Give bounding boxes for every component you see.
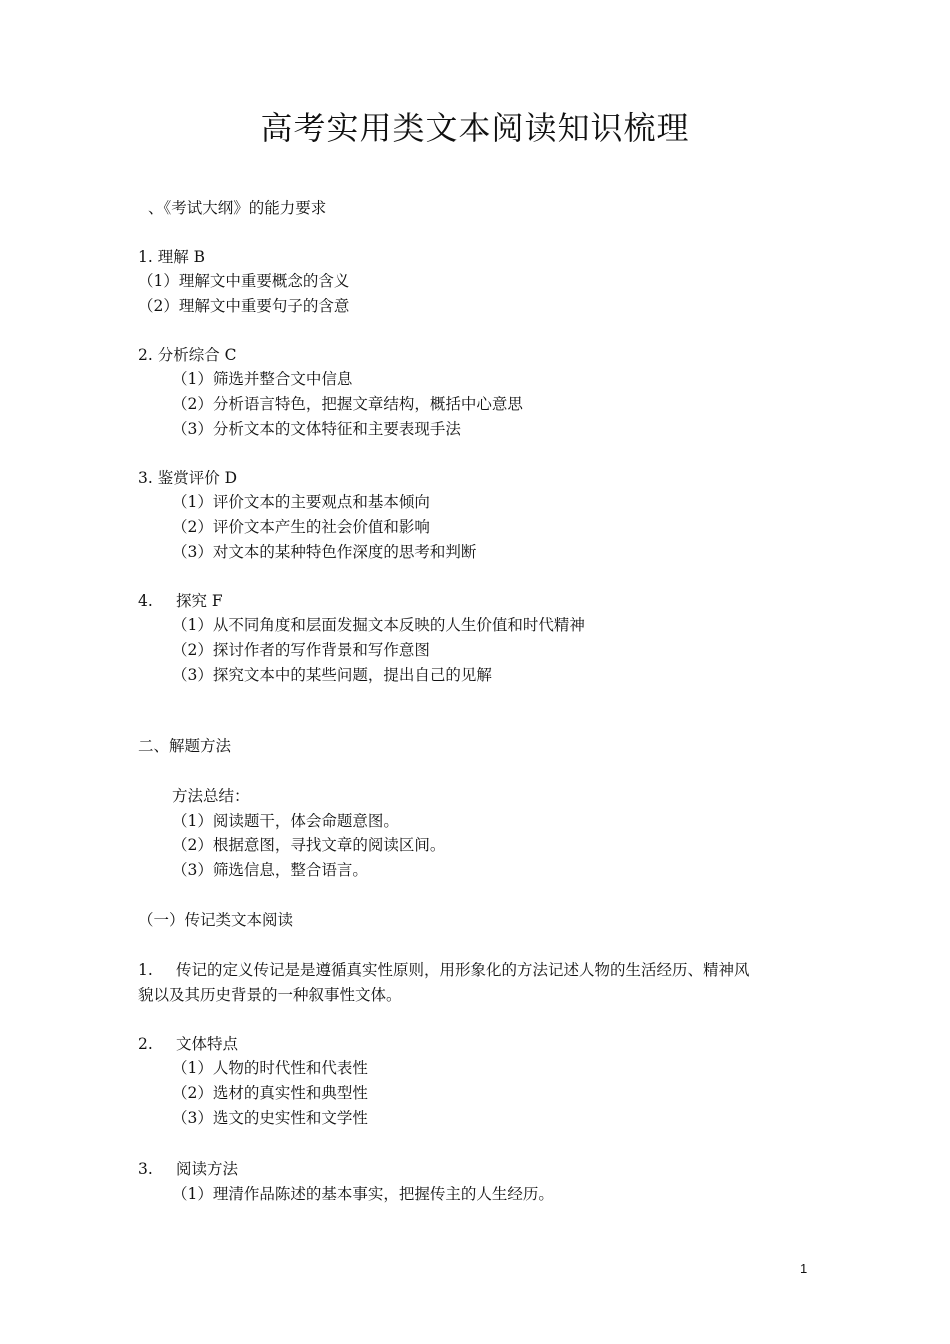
page-number: 1	[800, 1261, 808, 1276]
bio-1-text-line-1: 传记的定义传记是是遵循真实性原则，用形象化的方法记述人物的生活经历、精神风	[176, 961, 750, 979]
bio-1-number: 1.	[138, 961, 153, 979]
item-4-number: 4.	[138, 592, 153, 610]
item-2-title: 2. 分析综合 C	[138, 346, 237, 364]
item-1-sub-2: （2）理解文中重要句子的含意	[138, 297, 350, 315]
method-step-2: （2）根据意图，寻找文章的阅读区间。	[172, 836, 446, 854]
item-3-sub-1: （1）评价文本的主要观点和基本倾向	[172, 493, 430, 511]
biography-section-heading: （一）传记类文本阅读	[138, 911, 294, 929]
method-summary-label: 方法总结：	[172, 787, 250, 805]
item-4-title: 探究 F	[176, 592, 223, 610]
bio-2-sub-2: （2）选材的真实性和典型性	[172, 1084, 368, 1102]
bio-3-sub-1: （1）理清作品陈述的基本事实，把握传主的人生经历。	[172, 1185, 554, 1203]
item-1-title: 1. 理解 B	[138, 248, 206, 266]
bio-2-title: 文体特点	[176, 1035, 239, 1053]
item-2-sub-3: （3）分析文本的文体特征和主要表现手法	[172, 420, 461, 438]
item-2-sub-2: （2）分析语言特色，把握文章结构，概括中心意思	[172, 395, 523, 413]
bio-2-number: 2.	[138, 1035, 153, 1053]
item-3-title: 3. 鉴赏评价 D	[138, 469, 238, 487]
bio-3-number: 3.	[138, 1160, 153, 1178]
bio-3-title: 阅读方法	[176, 1160, 239, 1178]
item-4-sub-2: （2）探讨作者的写作背景和写作意图	[172, 641, 430, 659]
bio-2-sub-1: （1）人物的时代性和代表性	[172, 1059, 368, 1077]
item-4-sub-1: （1）从不同角度和层面发掘文本反映的人生价值和时代精神	[172, 616, 585, 634]
section-one-heading: 、《考试大纲》的能力要求	[148, 199, 327, 217]
section-two-heading: 二、解题方法	[138, 737, 232, 755]
bio-1-text-line-2: 貌以及其历史背景的一种叙事性文体。	[138, 986, 402, 1004]
item-3-sub-2: （2）评价文本产生的社会价值和影响	[172, 518, 430, 536]
item-1-sub-1: （1）理解文中重要概念的含义	[138, 272, 350, 290]
method-step-1: （1）阅读题干，体会命题意图。	[172, 812, 399, 830]
item-4-sub-3: （3）探究文本中的某些问题，提出自己的见解	[172, 666, 492, 684]
bio-2-sub-3: （3）选文的史实性和文学性	[172, 1109, 368, 1127]
item-2-sub-1: （1）筛选并整合文中信息	[172, 370, 353, 388]
document-title: 高考实用类文本阅读知识梳理	[260, 109, 690, 147]
method-step-3: （3）筛选信息，整合语言。	[172, 861, 368, 879]
item-3-sub-3: （3）对文本的某种特色作深度的思考和判断	[172, 543, 477, 561]
